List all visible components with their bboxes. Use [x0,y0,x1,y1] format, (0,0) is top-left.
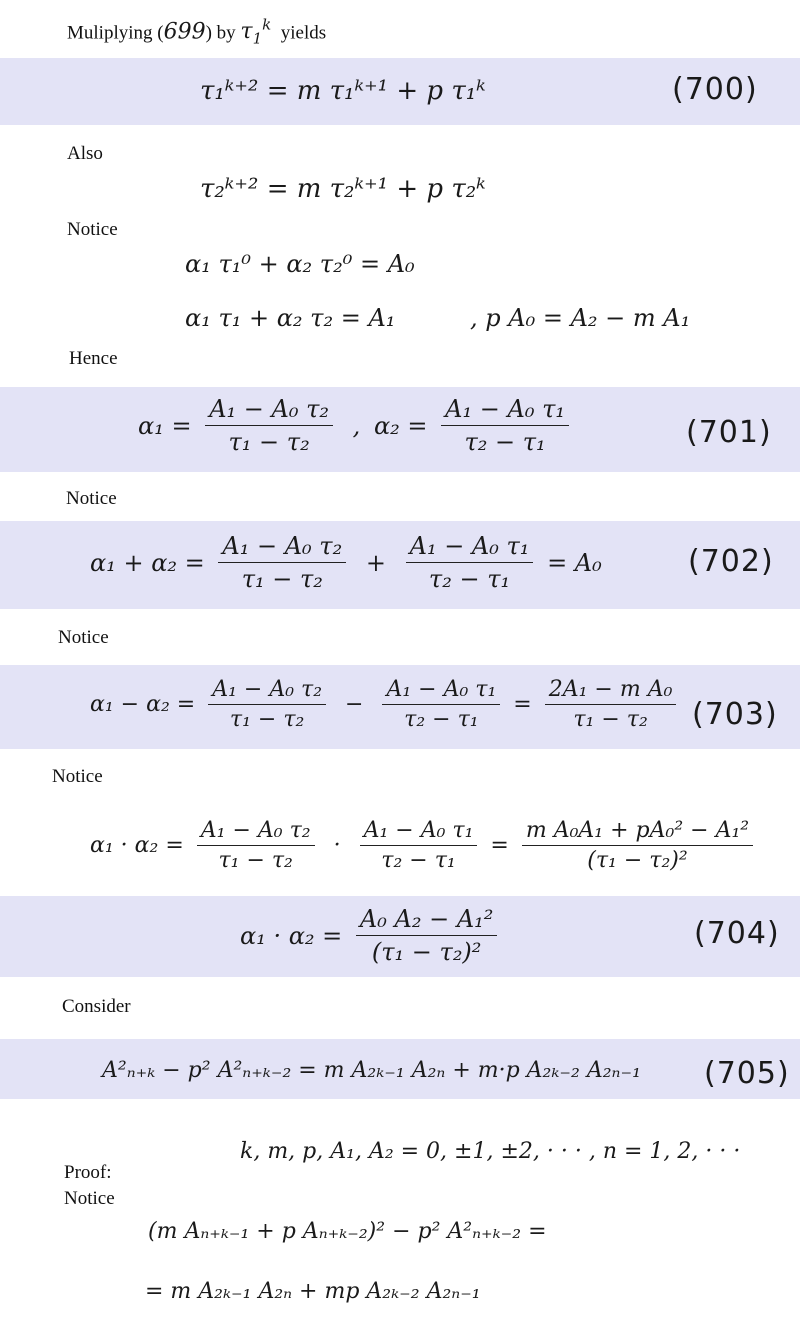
proof-equation-2: = m A₂ₖ₋₁ A₂ₙ + mp A₂ₖ₋₂ A₂ₙ₋₁ [145,1279,481,1304]
eq702-num1: A₁ − A₀ τ₂ [218,532,346,563]
equation-number-702: (702) [688,544,774,579]
eq702-lhs: α₁ + α₂ = [90,548,205,577]
prod-num2: A₁ − A₀ τ₁ [360,818,478,846]
notice-equation-1: α₁ τ₁⁰ + α₂ τ₂⁰ = A₀ [185,250,415,278]
equation-number-704: (704) [694,916,780,951]
prod-den3: (τ₁ − τ₂)² [587,848,688,873]
domain-line: k, m, p, A₁, A₂ = 0, ±1, ±2, · · · , n = 1, 2, · · · [240,1139,741,1164]
eq703-lhs: α₁ − α₂ = [90,692,196,717]
prod-eq: = [490,833,509,858]
intro-ref: 699 [163,19,206,45]
eq703-op: − [345,692,364,717]
prod-den1: τ₁ − τ₂ [218,848,293,873]
notice-label-5: Notice [64,1188,115,1209]
equation-702 [90,532,602,593]
eq701-sep: , [352,411,361,440]
eq702-frac2 [406,532,534,593]
eq702-op: + [365,548,386,577]
eq701-frac1 [205,395,333,456]
intro-tau-sup: k [262,16,272,34]
eq704-frac [356,905,497,966]
notice-equation-2b: , p A₀ = A₂ − m A₁ [470,304,691,332]
intro-tau: τ [240,19,253,45]
consider-label: Consider [62,996,131,1017]
prod-op: · [333,833,341,858]
prod-num3: m A₀A₁ + pA₀² − A₁² [522,818,753,846]
also-equation: τ₂ᵏ⁺² = m τ₂ᵏ⁺¹ + p τ₂ᵏ [200,174,486,204]
equation-number-700: (700) [672,72,758,107]
eq701-num1: A₁ − A₀ τ₂ [205,395,333,426]
eq701-den2: τ₂ − τ₁ [464,428,546,456]
intro-suffix: yields [280,22,327,44]
also-label: Also [67,143,103,164]
eq703-num1: A₁ − A₀ τ₂ [208,677,326,705]
eq703-den2: τ₂ − τ₁ [404,707,479,732]
notice-label-4: Notice [52,766,103,787]
prod-frac1 [197,818,315,873]
eq703-frac3 [545,677,677,732]
notice-label-1: Notice [67,219,118,240]
eq701-lhs2: α₂ = [373,411,428,440]
proof-equation-1: (m Aₙ₊ₖ₋₁ + p Aₙ₊ₖ₋₂)² − p² A²ₙ₊ₖ₋₂ = [148,1219,547,1244]
equation-700: τ₁ᵏ⁺² = m τ₁ᵏ⁺¹ + p τ₁ᵏ [200,76,486,106]
notice-label-2: Notice [66,488,117,509]
equation-701 [138,395,575,456]
eq703-den3: τ₁ − τ₂ [573,707,648,732]
prod-den2: τ₂ − τ₁ [381,848,456,873]
eq701-den1: τ₁ − τ₂ [228,428,310,456]
notice-equation-2a: α₁ τ₁ + α₂ τ₂ = A₁ [185,304,396,332]
intro-tau-sub: 1 [252,29,263,48]
eq702-den2: τ₂ − τ₁ [428,565,511,593]
eq703-den1: τ₁ − τ₂ [229,707,305,732]
eq703-num2: A₁ − A₀ τ₁ [382,677,500,705]
eq701-num2: A₁ − A₀ τ₁ [441,395,569,426]
eq701-frac2 [441,395,569,456]
eq702-frac1 [218,532,346,593]
eq704-lhs: α₁ · α₂ = [240,921,343,950]
hence-label: Hence [69,348,118,369]
eq701-lhs1: α₁ = [138,411,192,440]
intro-prefix: Muliplying ( [67,22,164,44]
prod-frac2 [360,818,478,873]
eq703-num3: 2A₁ − m A₀ [545,677,677,705]
equation-number-703: (703) [692,697,778,732]
eq703-eq: = [513,692,532,717]
eq702-num2: A₁ − A₀ τ₁ [406,532,534,563]
eq704-num: A₀ A₂ − A₁² [356,905,497,936]
equation-number-705: (705) [704,1056,790,1091]
eq702-den1: τ₁ − τ₂ [241,565,323,593]
eq702-rhs: = A₀ [547,548,602,577]
intro-line [67,16,326,48]
notice-label-3: Notice [58,627,109,648]
prod-num1: A₁ − A₀ τ₂ [197,818,315,846]
prod-frac3 [522,818,753,873]
intro-mid: ) by [205,22,241,44]
equation-number-701: (701) [686,415,772,450]
proof-label: Proof: [64,1162,112,1183]
equation-703 [90,677,682,732]
eq703-frac1 [208,677,326,732]
eq704-den: (τ₁ − τ₂)² [371,938,482,966]
equation-704 [240,905,503,966]
equation-705: A²ₙ₊ₖ − p² A²ₙ₊ₖ₋₂ = m A₂ₖ₋₁ A₂ₙ + m·p A₂ₖ₋₂ A₂ₙ₋₁ [102,1058,641,1083]
prod-lhs: α₁ · α₂ = [90,833,184,858]
product-equation [90,818,759,873]
eq703-frac2 [382,677,500,732]
